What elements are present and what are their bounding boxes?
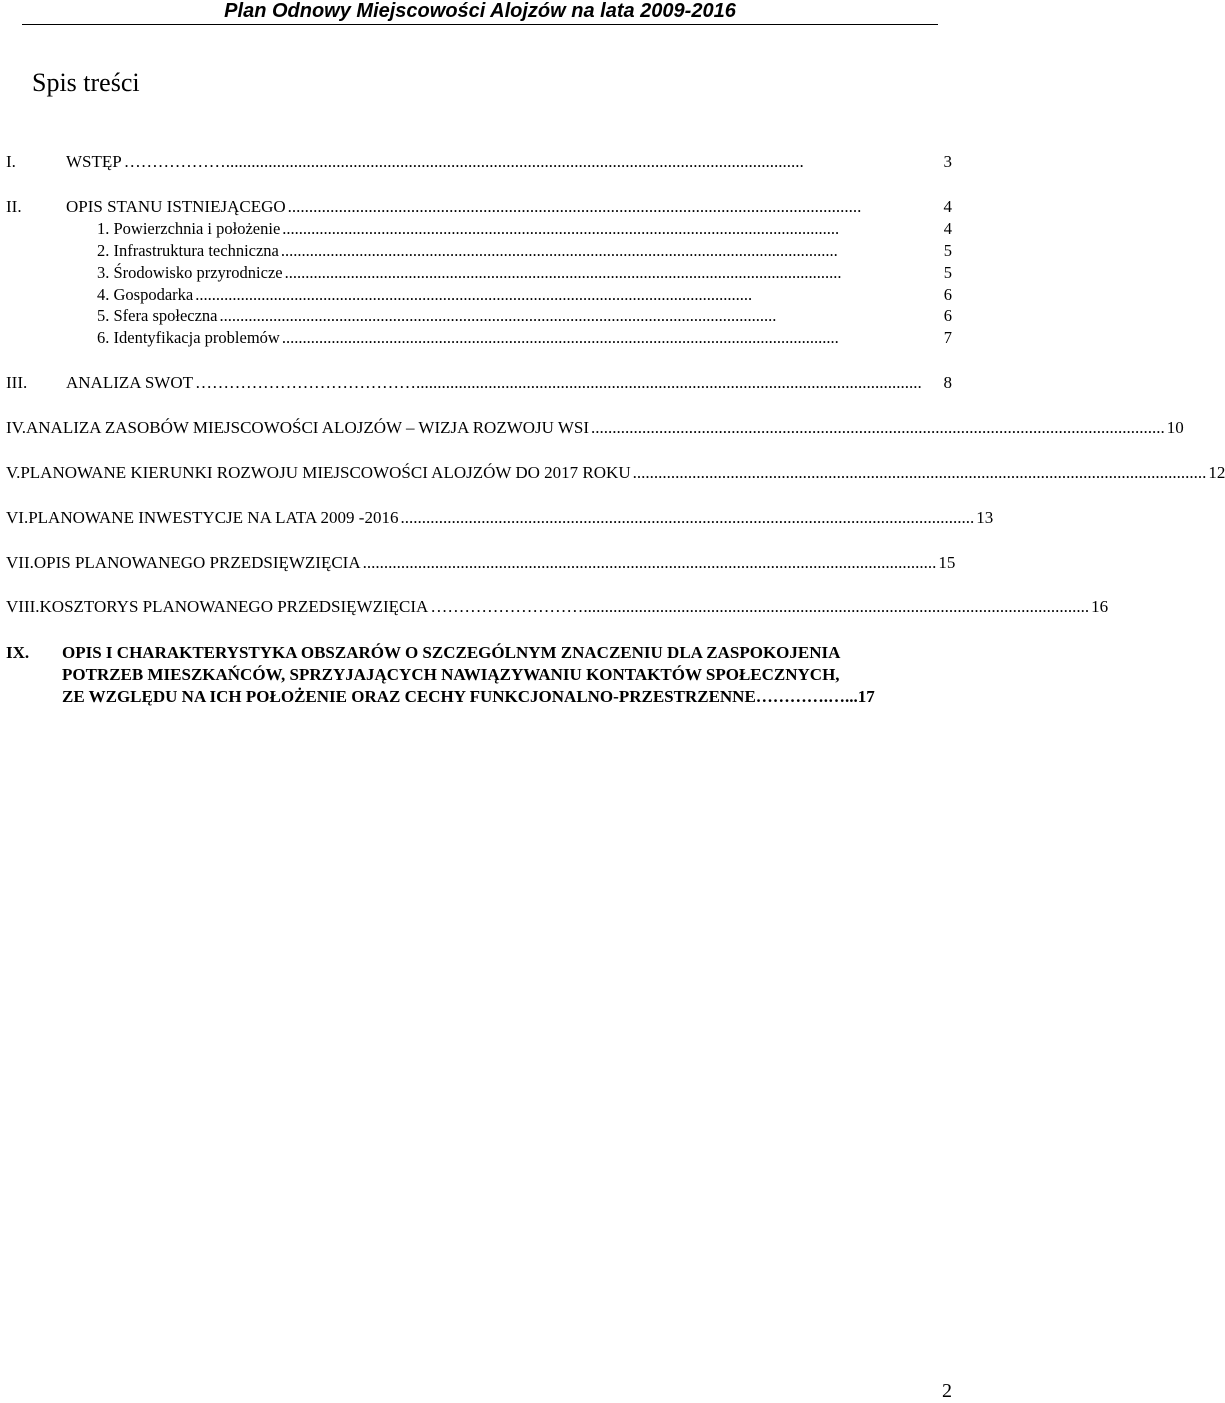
- header-title: Plan Odnowy Miejscowości Alojzów na lata 2009-2016: [224, 0, 736, 22]
- toc-entry-label: 3. Środowisko przyrodnicze: [97, 263, 283, 282]
- toc-dot-leader: ………………........................................................................................................................................: [123, 152, 804, 171]
- toc-entry-wstep[interactable]: [6, 152, 952, 172]
- toc-entry-inwestycje[interactable]: [6, 508, 994, 528]
- toc-subentry-sfera-spoleczna[interactable]: [97, 306, 952, 326]
- toc-entry-number: VIII.: [6, 597, 40, 616]
- toc-entry-page: 6: [943, 306, 952, 325]
- toc-subentry-identyfikacja[interactable]: [97, 328, 952, 348]
- toc-entry-label: 5. Sfera społeczna: [97, 306, 218, 325]
- toc-entry-page: 4: [943, 219, 952, 238]
- toc-dot-leader: .......................................................................................................................................: [591, 418, 1165, 437]
- toc-entry-number: III.: [6, 373, 28, 392]
- toc-entry-page: 6: [943, 285, 952, 304]
- toc-dot-leader: .......................................................................................................................................: [632, 463, 1207, 482]
- toc-entry-label: 6. Identyfikacja problemów: [97, 328, 280, 347]
- header-rule: [22, 24, 938, 25]
- toc-entry-label: OPIS STANU ISTNIEJĄCEGO: [66, 197, 286, 216]
- toc-dot-leader: .......................................................................................................................................: [362, 553, 937, 572]
- toc-entry-label: 2. Infrastruktura techniczna: [97, 241, 279, 260]
- toc-entry-page: 7: [943, 328, 952, 347]
- toc-entry-number: VII.: [6, 553, 34, 572]
- toc-entry-kierunki-rozwoju[interactable]: [6, 463, 1225, 483]
- toc-entry-number: I.: [6, 152, 16, 171]
- toc-entry-number: V.: [6, 463, 21, 482]
- toc-entry-label: ANALIZA ZASOBÓW MIEJSCOWOŚCI ALOJZÓW – WIZJA ROZWOJU WSI: [26, 418, 590, 437]
- toc-entry-opis-przedsiewziecia[interactable]: [6, 553, 956, 573]
- toc-entry-label: WSTĘP: [66, 152, 122, 171]
- toc-dot-leader: .......................................................................................................................................: [281, 328, 839, 347]
- toc-entry-number: IV.: [6, 418, 26, 437]
- toc-subentry-infrastruktura[interactable]: [97, 241, 952, 261]
- toc-dot-leader: .......................................................................................................................................: [280, 241, 838, 260]
- toc-dot-leader: .......................................................................................................................................: [219, 306, 777, 325]
- toc-dot-leader: .......................................................................................................................................: [284, 263, 842, 282]
- toc-entry-label-line2: POTRZEB MIESZKAŃCÓW, SPRZYJAJĄCYCH NAWIĄZYWANIU KONTAKTÓW SPOŁECZNYCH,: [62, 665, 840, 684]
- toc-entry-page: 12: [1208, 463, 1225, 482]
- toc-dot-leader: .......................................................................................................................................: [287, 197, 862, 216]
- toc-title: Spis treści: [32, 68, 140, 97]
- toc-entry-page: 8: [943, 373, 952, 392]
- toc-entry-label-line3: ZE WZGLĘDU NA ICH POŁOŻENIE ORAZ CECHY FUNKCJONALNO-PRZESTRZENNE………….…...17: [62, 687, 875, 706]
- toc-dot-leader: ……………………….......................................................................................................................: [430, 597, 1090, 616]
- page-number: 2: [942, 1380, 952, 1402]
- toc-subentry-gospodarka[interactable]: [97, 285, 952, 305]
- toc-dot-leader: ………………………………….......................................................................................................................: [195, 373, 922, 392]
- toc-entry-label: 1. Powierzchnia i położenie: [97, 219, 281, 238]
- toc-entry-page: 5: [943, 241, 952, 260]
- toc-entry-label: 4. Gospodarka: [97, 285, 194, 304]
- toc-entry-label: OPIS PLANOWANEGO PRZEDSIĘWZIĘCIA: [33, 553, 361, 572]
- toc-entry-label: PLANOWANE INWESTYCJE NA LATA 2009 -2016: [28, 508, 399, 527]
- toc-entry-page: 15: [938, 553, 956, 572]
- toc-entry-label-line1: OPIS I CHARAKTERYSTYKA OBSZARÓW O SZCZEGÓLNYM ZNACZENIU DLA ZASPOKOJENIA: [62, 643, 841, 662]
- toc-entry-opis-stanu[interactable]: [6, 197, 952, 217]
- toc-entry-kosztorys[interactable]: [6, 597, 1109, 617]
- toc-dot-leader: .......................................................................................................................................: [195, 285, 753, 304]
- toc-entry-page: 16: [1091, 597, 1109, 616]
- document-header: [0, 0, 960, 22]
- toc-subentry-powierzchnia[interactable]: [97, 219, 952, 239]
- toc-entry-page: 4: [943, 197, 952, 216]
- toc-entry-number: IX.: [6, 643, 30, 662]
- toc-entry-analiza-swot[interactable]: [6, 373, 952, 393]
- toc-entry-page: 13: [976, 508, 994, 527]
- toc-entry-number: VI.: [6, 508, 29, 527]
- toc-entry-page: 10: [1166, 418, 1184, 437]
- toc-entry-label: ANALIZA SWOT: [66, 373, 194, 392]
- toc-entry-number: II.: [6, 197, 22, 216]
- toc-entry-label: KOSZTORYS PLANOWANEGO PRZEDSIĘWZIĘCIA: [39, 597, 429, 616]
- toc-entry-analiza-zasobow[interactable]: [6, 418, 1184, 438]
- toc-entry-page: 3: [943, 152, 952, 171]
- toc-dot-leader: .......................................................................................................................................: [400, 508, 975, 527]
- toc-entry-page: 5: [943, 263, 952, 282]
- toc-subentry-srodowisko[interactable]: [97, 263, 952, 283]
- toc-entry-label: PLANOWANE KIERUNKI ROZWOJU MIEJSCOWOŚCI ALOJZÓW DO 2017 ROKU: [20, 463, 631, 482]
- toc-dot-leader: .......................................................................................................................................: [282, 219, 840, 238]
